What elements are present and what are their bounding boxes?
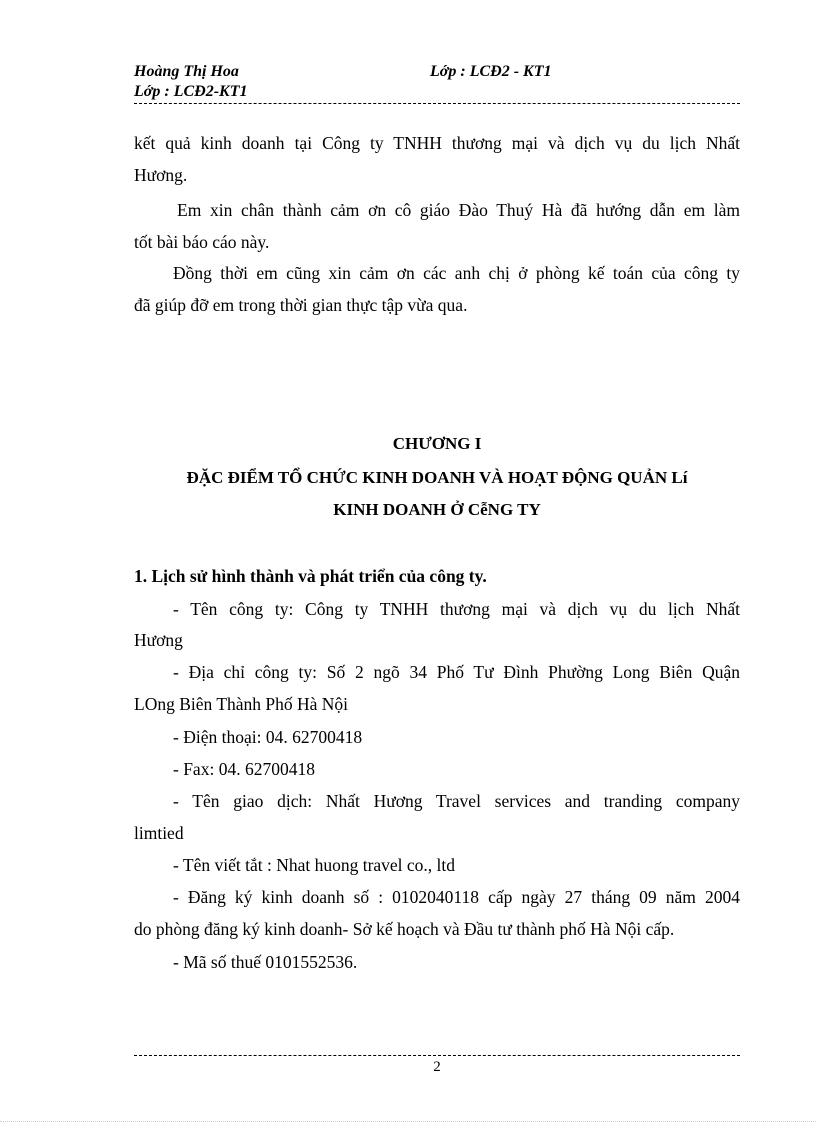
business-registration-line2: do phòng đăng ký kinh doanh- Sở kế hoạch và Đầu tư thành phố Hà Nội cấp. (134, 919, 675, 939)
footer-rule (134, 1055, 740, 1056)
intro-p1-line2: Hương. (134, 165, 188, 185)
company-phone: - Điện thoại: 04. 62700418 (173, 727, 363, 747)
intro-p2-line2: tốt bài báo cáo này. (134, 232, 270, 252)
page-bottom-border (0, 1121, 816, 1122)
trade-name-line1: - Tên giao dịch: Nhất Hương Travel services and tranding company (173, 791, 740, 811)
section-heading: 1. Lịch sử hình thành và phát triển của công ty. (134, 566, 487, 586)
trade-name-line2: limtied (134, 823, 184, 843)
company-name-line2: Hương (134, 630, 183, 650)
header-class-center: Lớp : LCĐ2 - KT1 (430, 63, 552, 80)
page-number: 2 (433, 1059, 441, 1075)
tax-code: - Mã số thuế 0101552536. (173, 952, 358, 972)
short-name: - Tên viết tắt : Nhat huong travel co., ltd (173, 855, 456, 875)
company-address-line2: LOng Biên Thành Phố Hà Nội (134, 694, 349, 714)
business-registration-line1: - Đăng ký kinh doanh số : 0102040118 cấp ngày 27 tháng 09 năm 2004 (173, 887, 740, 907)
chapter-title-line1: ĐẶC ĐIỂM TỔ CHỨC KINH DOANH VÀ HOẠT ĐỘNG QUẢN Lí (186, 468, 688, 487)
header-author: Hoàng Thị Hoa (134, 63, 239, 80)
intro-p1-line1: kết quả kinh doanh tại Công ty TNHH thương mại và dịch vụ du lịch Nhất (134, 133, 740, 153)
intro-p3-line1: Đồng thời em cũng xin cảm ơn các anh chị ở phòng kế toán của công ty (173, 263, 740, 283)
header-class-left: Lớp : LCĐ2-KT1 (134, 83, 248, 100)
intro-p3-line2: đã giúp đỡ em trong thời gian thực tập vừa qua. (134, 295, 468, 315)
company-address-line1: - Địa chỉ công ty: Số 2 ngõ 34 Phố Tư Đình Phường Long Biên Quận (173, 662, 740, 682)
header-rule (134, 103, 740, 104)
company-fax: - Fax: 04. 62700418 (173, 759, 315, 779)
intro-p2-line1: Em xin chân thành cảm ơn cô giáo Đào Thuý Hà đã hướng dẫn em làm (177, 200, 740, 220)
chapter-number: CHƯƠNG I (392, 434, 482, 453)
company-name-line1: - Tên công ty: Công ty TNHH thương mại và dịch vụ du lịch Nhất (173, 599, 740, 619)
chapter-title-line2: KINH DOANH Ở CễNG TY (333, 500, 541, 519)
